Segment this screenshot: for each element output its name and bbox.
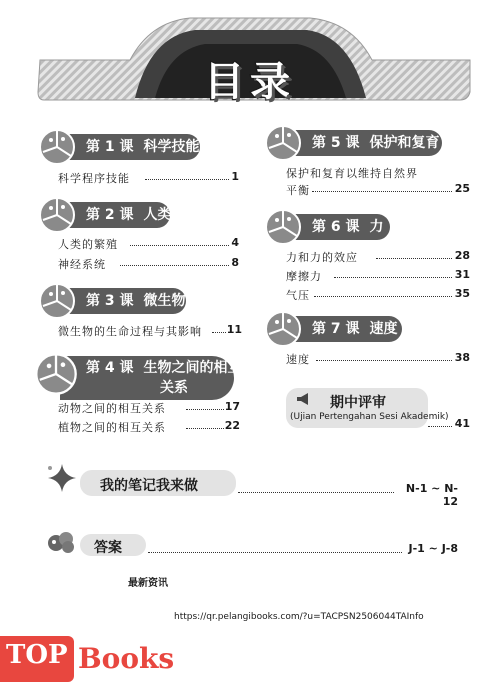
- lesson-3-icon: [38, 282, 76, 320]
- toc-entry[interactable]: 保护和复育以维持自然界: [286, 167, 418, 180]
- dot-leader: [376, 258, 452, 259]
- lesson-5-icon: [264, 124, 302, 162]
- lesson-4-number: 第 4 课: [86, 360, 134, 376]
- lesson-5-number: 第 5 课: [312, 135, 360, 151]
- page-range: N-1 ~ N-12: [405, 482, 458, 508]
- page-number: 41: [454, 417, 470, 430]
- midterm-title[interactable]: 期中评审: [330, 395, 386, 411]
- page-number: 17: [224, 400, 240, 413]
- page-number: 11: [226, 323, 242, 336]
- info-link[interactable]: https://qr.pelangibooks.com/?u=TACPSN2506044TAInfo: [174, 612, 424, 622]
- lesson-6-header: [264, 214, 390, 240]
- lesson-4-header: [38, 356, 242, 396]
- lesson-1-header: [38, 134, 200, 160]
- dot-leader: [130, 245, 229, 246]
- lesson-2-number: 第 2 课: [86, 207, 134, 223]
- brand-logo-books: Books: [78, 642, 175, 675]
- toc-entry[interactable]: 人类的繁殖: [58, 238, 118, 251]
- toc-entry[interactable]: 植物之间的相互关系: [58, 421, 166, 434]
- toc-entry[interactable]: 神经系统: [58, 258, 106, 271]
- lesson-4-name: 生物之间的相互: [143, 360, 242, 376]
- lesson-4-name-cont: 关系: [160, 380, 188, 396]
- lesson-6-icon: [264, 208, 302, 246]
- page-number: 28: [454, 249, 470, 262]
- lesson-2-name: 人类: [143, 207, 172, 223]
- lesson-7-icon: [264, 310, 302, 348]
- page-number: 4: [231, 236, 239, 249]
- flower-icon: [46, 530, 78, 556]
- toc-entry[interactable]: 速度: [286, 353, 310, 366]
- lesson-7-number: 第 7 课: [312, 321, 360, 337]
- lesson-7-header: [264, 316, 402, 342]
- dot-leader: [145, 179, 229, 180]
- sparkle-icon: [46, 462, 78, 494]
- page-range: J-1 ~ J-8: [408, 542, 458, 555]
- lesson-5-header: [264, 130, 442, 156]
- lesson-1-icon: [38, 128, 76, 166]
- dot-leader: [334, 277, 452, 278]
- toc-entry[interactable]: 微生物的生命过程与其影响: [58, 325, 202, 338]
- page-number: 35: [454, 287, 470, 300]
- lesson-6-number: 第 6 课: [312, 219, 360, 235]
- page-number: 8: [231, 256, 239, 269]
- dot-leader: [316, 360, 452, 361]
- megaphone-icon: [296, 392, 312, 406]
- toc-entry[interactable]: 气压: [286, 289, 310, 302]
- lesson-2-header: [38, 202, 170, 228]
- lesson-7-name: 速度: [369, 321, 398, 337]
- page-number: 31: [454, 268, 470, 281]
- dot-leader: [148, 552, 402, 553]
- dot-leader: [428, 426, 452, 427]
- dot-leader: [312, 191, 452, 192]
- dot-leader: [238, 492, 394, 493]
- latest-label: 最新资讯: [128, 578, 168, 589]
- dot-leader: [186, 409, 224, 410]
- lesson-6-name: 力: [369, 219, 384, 235]
- lesson-1-name: 科学技能: [143, 139, 200, 155]
- toc-entry[interactable]: 科学程序技能: [58, 172, 130, 185]
- dot-leader: [186, 428, 224, 429]
- notes-title[interactable]: 我的笔记我来做: [100, 478, 198, 494]
- lesson-5-name: 保护和复育: [369, 135, 440, 151]
- lesson-2-icon: [38, 196, 76, 234]
- lesson-1-number: 第 1 课: [86, 139, 134, 155]
- page-number: 38: [454, 351, 470, 364]
- toc-entry-cont[interactable]: 平衡: [286, 184, 310, 197]
- dot-leader: [314, 296, 452, 297]
- brand-logo-top: TOP: [6, 640, 68, 670]
- lesson-3-header: [38, 288, 186, 314]
- page-number: 25: [454, 182, 470, 195]
- answers-title[interactable]: 答案: [94, 540, 122, 556]
- dot-leader: [120, 265, 229, 266]
- toc-entry[interactable]: 力和力的效应: [286, 251, 358, 264]
- page-number: 1: [231, 170, 239, 183]
- lesson-3-name: 微生物: [143, 293, 186, 309]
- midterm-subtitle: (Ujian Pertengahan Sesi Akademik): [290, 412, 449, 422]
- lesson-4-icon: [34, 352, 78, 396]
- toc-entry[interactable]: 动物之间的相互关系: [58, 402, 166, 415]
- toc-entry[interactable]: 摩擦力: [286, 270, 322, 283]
- lesson-3-number: 第 3 课: [86, 293, 134, 309]
- page-title: 目录: [204, 59, 296, 105]
- page-number: 22: [224, 419, 240, 432]
